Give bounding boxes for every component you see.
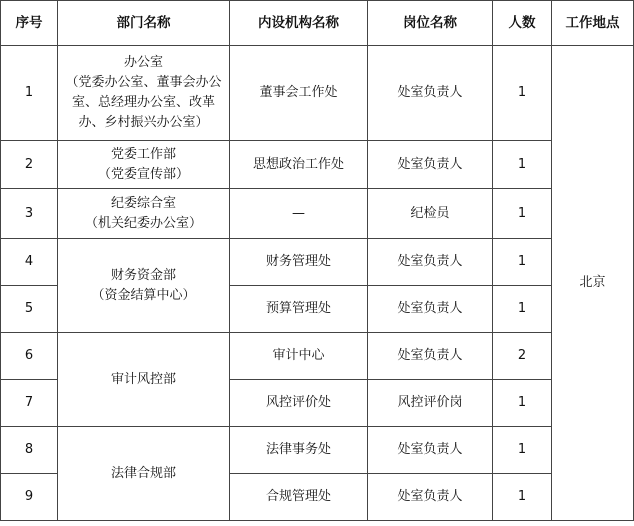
header-dept: 部门名称 xyxy=(58,1,230,46)
post-cell: 处室负责人 xyxy=(368,46,493,141)
header-row xyxy=(1,1,634,46)
table-row xyxy=(1,141,634,189)
post-cell: 处室负责人 xyxy=(368,474,493,521)
dept-cell: 办公室 （党委办公室、董事会办公室、总经理办公室、改革办、乡村振兴办公室） xyxy=(58,46,230,141)
count-cell: 1 xyxy=(493,380,552,427)
header-post: 岗位名称 xyxy=(368,1,493,46)
header-location: 工作地点 xyxy=(552,1,634,46)
count-cell: 2 xyxy=(493,333,552,380)
unit-cell: 董事会工作处 xyxy=(230,46,368,141)
dept-cell: 审计风控部 xyxy=(58,333,230,427)
dept-cell: 法律合规部 xyxy=(58,427,230,521)
post-cell: 处室负责人 xyxy=(368,141,493,189)
post-cell: 风控评价岗 xyxy=(368,380,493,427)
seq-cell: 8 xyxy=(1,427,58,474)
seq-cell: 4 xyxy=(1,239,58,286)
unit-cell: 思想政治工作处 xyxy=(230,141,368,189)
seq-cell: 6 xyxy=(1,333,58,380)
table-row xyxy=(1,46,634,141)
header-seq: 序号 xyxy=(1,1,58,46)
seq-cell: 1 xyxy=(1,46,58,141)
unit-cell: 预算管理处 xyxy=(230,286,368,333)
post-cell: 处室负责人 xyxy=(368,239,493,286)
seq-cell: 9 xyxy=(1,474,58,521)
post-cell: 处室负责人 xyxy=(368,286,493,333)
unit-cell: 法律事务处 xyxy=(230,427,368,474)
table-row xyxy=(1,333,634,380)
count-cell: 1 xyxy=(493,286,552,333)
header-count: 人数 xyxy=(493,1,552,46)
count-cell: 1 xyxy=(493,189,552,239)
unit-cell: 财务管理处 xyxy=(230,239,368,286)
unit-cell: — xyxy=(230,189,368,239)
count-cell: 1 xyxy=(493,427,552,474)
count-cell: 1 xyxy=(493,474,552,521)
unit-cell: 合规管理处 xyxy=(230,474,368,521)
dept-cell: 党委工作部 （党委宣传部） xyxy=(58,141,230,189)
dept-cell: 纪委综合室 （机关纪委办公室） xyxy=(58,189,230,239)
post-cell: 处室负责人 xyxy=(368,333,493,380)
post-cell: 处室负责人 xyxy=(368,427,493,474)
count-cell: 1 xyxy=(493,239,552,286)
table-row xyxy=(1,239,634,286)
table-row xyxy=(1,427,634,474)
post-cell: 纪检员 xyxy=(368,189,493,239)
seq-cell: 3 xyxy=(1,189,58,239)
table-row xyxy=(1,189,634,239)
unit-cell: 风控评价处 xyxy=(230,380,368,427)
location-cell: 北京 xyxy=(552,46,634,521)
seq-cell: 5 xyxy=(1,286,58,333)
seq-cell: 2 xyxy=(1,141,58,189)
count-cell: 1 xyxy=(493,46,552,141)
count-cell: 1 xyxy=(493,141,552,189)
header-unit: 内设机构名称 xyxy=(230,1,368,46)
seq-cell: 7 xyxy=(1,380,58,427)
dept-cell: 财务资金部 （资金结算中心） xyxy=(58,239,230,333)
unit-cell: 审计中心 xyxy=(230,333,368,380)
